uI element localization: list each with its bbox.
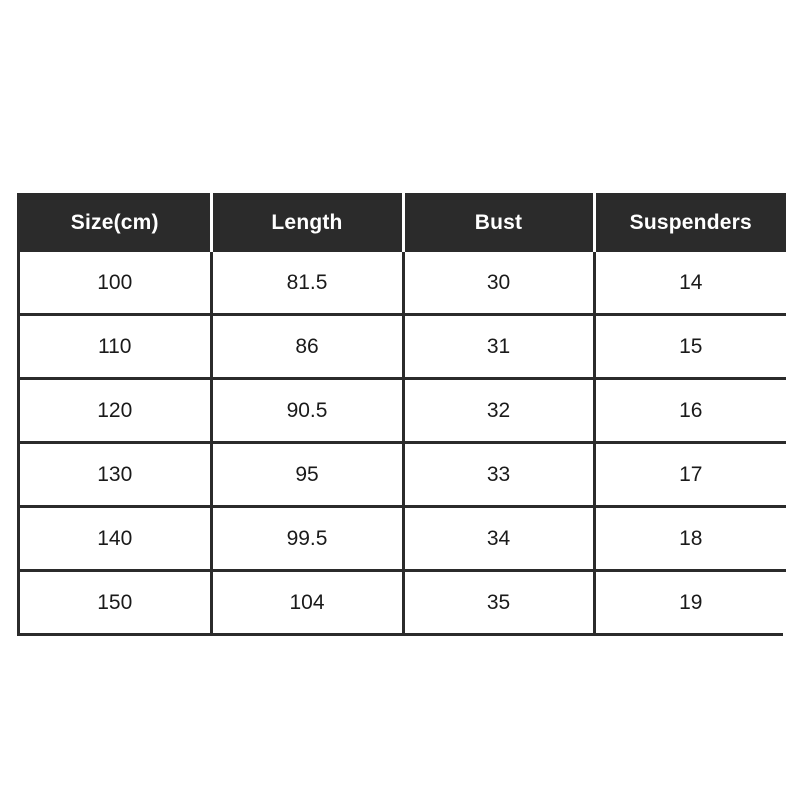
cell-bust: 33 xyxy=(403,443,594,507)
column-header-size: Size(cm) xyxy=(20,193,211,252)
cell-length: 95 xyxy=(211,443,403,507)
table-row xyxy=(20,315,786,379)
cell-size: 140 xyxy=(20,507,211,571)
column-header-suspenders: Suspenders xyxy=(594,193,786,252)
cell-suspenders: 16 xyxy=(594,379,786,443)
cell-suspenders: 17 xyxy=(594,443,786,507)
cell-bust: 30 xyxy=(403,252,594,315)
cell-length: 99.5 xyxy=(211,507,403,571)
cell-size: 150 xyxy=(20,571,211,634)
cell-size: 110 xyxy=(20,315,211,379)
header-row xyxy=(20,193,786,252)
table-row xyxy=(20,571,786,634)
table-row xyxy=(20,443,786,507)
cell-suspenders: 19 xyxy=(594,571,786,634)
cell-size: 100 xyxy=(20,252,211,315)
column-header-bust: Bust xyxy=(403,193,594,252)
cell-length: 90.5 xyxy=(211,379,403,443)
cell-length: 104 xyxy=(211,571,403,634)
table-header xyxy=(20,193,786,252)
cell-bust: 35 xyxy=(403,571,594,634)
table-body xyxy=(20,252,786,633)
table-row xyxy=(20,507,786,571)
table-row xyxy=(20,379,786,443)
cell-bust: 34 xyxy=(403,507,594,571)
size-chart-border xyxy=(17,193,783,636)
cell-size: 130 xyxy=(20,443,211,507)
cell-suspenders: 15 xyxy=(594,315,786,379)
size-chart-table xyxy=(20,193,786,633)
cell-suspenders: 18 xyxy=(594,507,786,571)
cell-length: 86 xyxy=(211,315,403,379)
cell-length: 81.5 xyxy=(211,252,403,315)
cell-suspenders: 14 xyxy=(594,252,786,315)
table-row xyxy=(20,252,786,315)
cell-bust: 32 xyxy=(403,379,594,443)
column-header-length: Length xyxy=(211,193,403,252)
cell-bust: 31 xyxy=(403,315,594,379)
cell-size: 120 xyxy=(20,379,211,443)
size-chart-container xyxy=(17,193,783,636)
